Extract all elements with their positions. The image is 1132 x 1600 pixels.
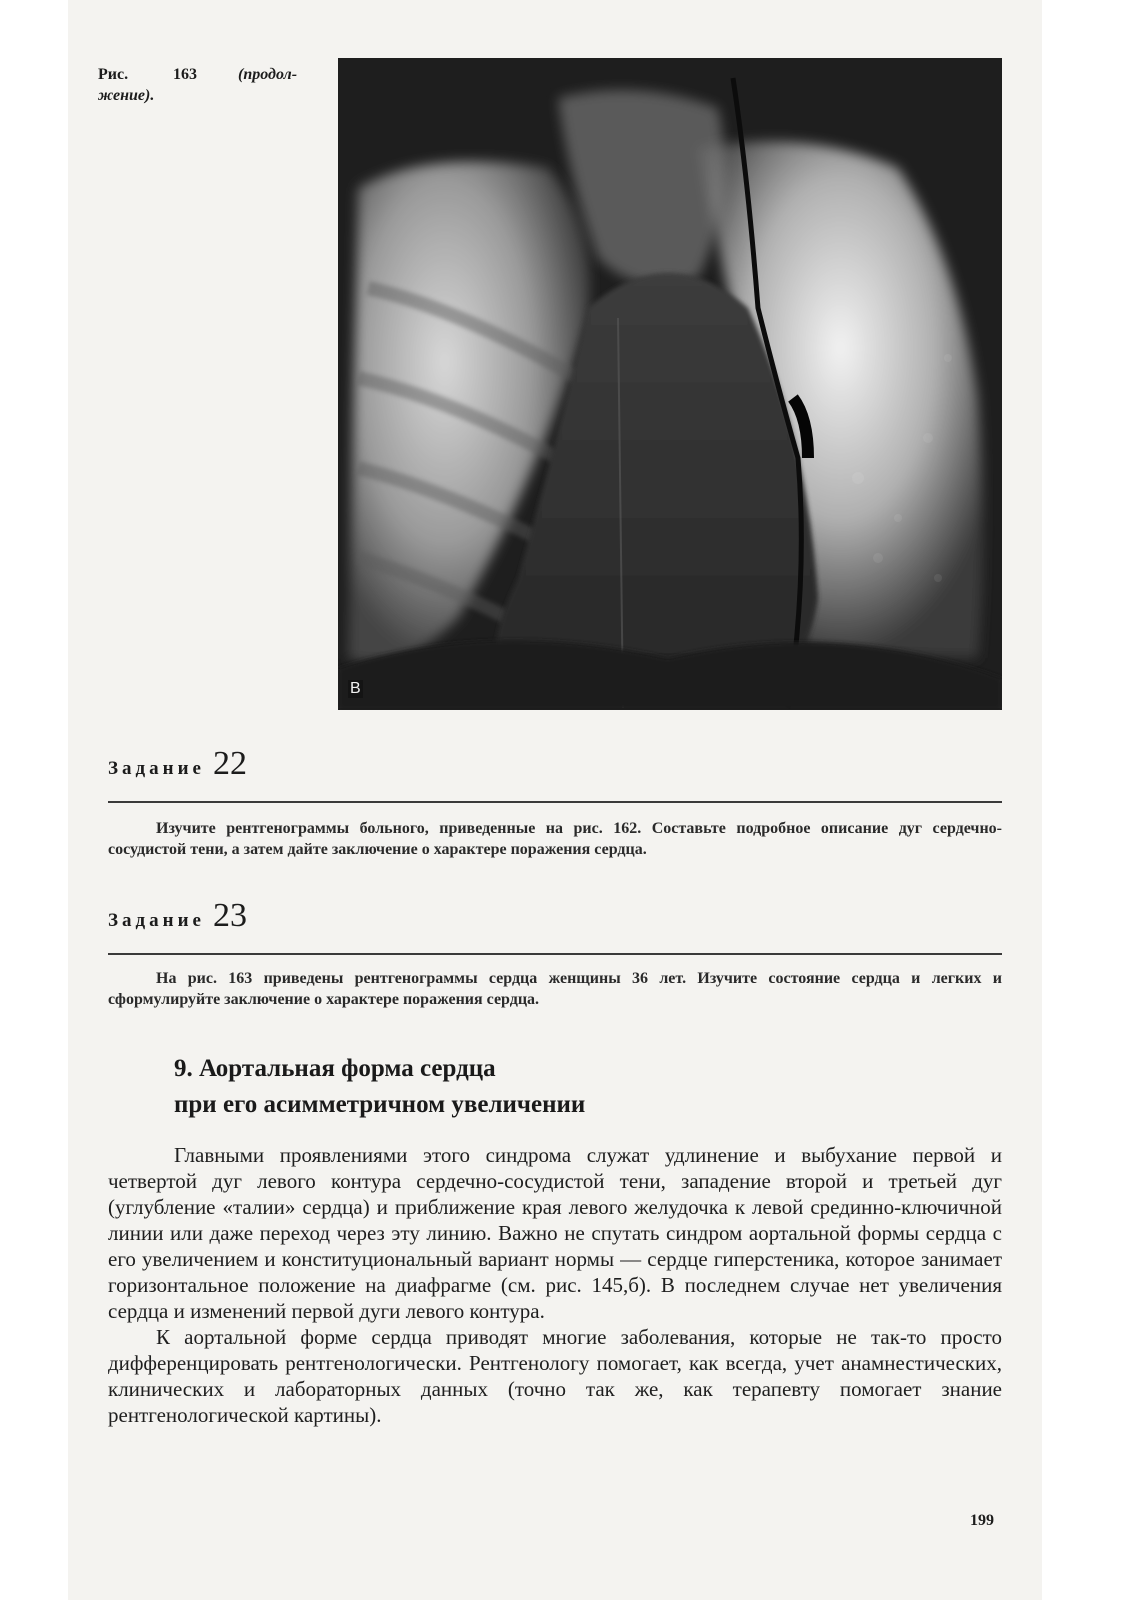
task-22-rule [108, 801, 1002, 803]
section-title-line-2: при его асимметричном увеличении [174, 1091, 586, 1118]
task-23-heading [108, 897, 1002, 935]
caption-continued: (продол- [238, 66, 298, 83]
section-title-line-1: 9. Аортальная форма сердца [174, 1055, 496, 1082]
task-23-text: На рис. 163 приведены рентгенограммы сердца женщины 36 лет. Изучите состояние сердца и легких и сформулируйте заключение о характере поражения сердца. [108, 970, 1002, 1008]
task-22-text: Изучите рентгенограммы больного, приведенные на рис. 162. Составьте подробное описание дуг сердечно-сосудистой тени, а затем дайте заключение о характере поражения сердца. [108, 820, 1002, 858]
figure-caption [98, 64, 328, 106]
task-23-rule [108, 953, 1002, 955]
task-22-word: Задание [108, 758, 205, 779]
xray-illustration [338, 58, 1002, 710]
paragraph-1: Главными проявлениями этого синдрома служат удлинение и выбухание первой и четвертой дуг левого контура сердечно-сосудистой тени, западение второй и третьей дуг (углубление «талии» сердца) и приближение края левого желудочка к левой срединно-ключичной линии или даже переход через эту линию. Важно не спутать синдром аортальной формы сердца с его увеличением и конституциональный вариант нормы — сердце гиперстеника, которое занимает горизонтальное положение на диафрагме (см. рис. 145,б). В последнем случае нет увеличения сердца и изменений первой дуги левого контура. [108, 1143, 1002, 1323]
task-23-number: 23 [212, 897, 247, 934]
task-22-heading [108, 745, 1002, 783]
left-margin [0, 0, 68, 1600]
page-number: 199 [970, 1512, 994, 1529]
task-23-word: Задание [108, 910, 205, 931]
caption-continued-2: жение). [98, 87, 155, 104]
task-22-number: 22 [212, 745, 247, 782]
caption-number: 163 [173, 66, 197, 83]
body-text [108, 1142, 1002, 1428]
xray-image [338, 58, 1002, 710]
caption-label: Рис. [98, 66, 129, 83]
paragraph-2: К аортальной форме сердца приводят многие заболевания, которые не так-то просто дифференцировать рентгенологически. Рентгенологу помогает, как всегда, учет анамнестических, клинических и лабораторных данных (точно так же, как терапевту помогает знание рентгенологической картины). [108, 1325, 1002, 1427]
right-margin [1042, 0, 1132, 1600]
section-title [174, 1051, 874, 1123]
panel-label: В [350, 680, 361, 697]
